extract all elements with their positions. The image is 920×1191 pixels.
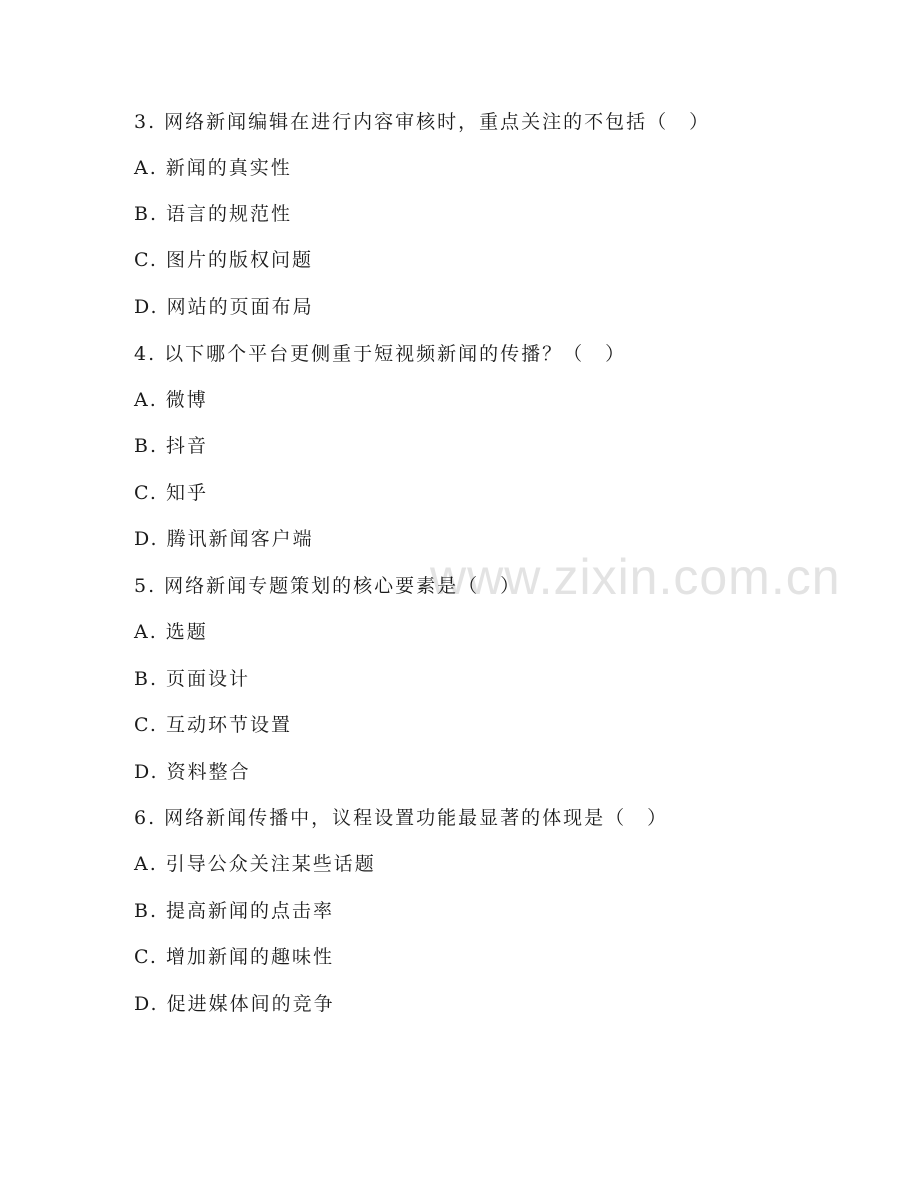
- question-3-option-c: C. 图片的版权问题: [134, 249, 313, 271]
- question-6-option-a: A. 引导公众关注某些话题: [134, 853, 376, 875]
- question-5-option-d: D. 资料整合: [134, 761, 251, 783]
- question-5-option-a: A. 选题: [134, 621, 208, 643]
- question-3-stem: 3. 网络新闻编辑在进行内容审核时，重点关注的不包括（ ）: [134, 111, 711, 133]
- question-5-stem: 5. 网络新闻专题策划的核心要素是（ ）: [134, 575, 522, 597]
- question-4-stem: 4. 以下哪个平台更侧重于短视频新闻的传播？（ ）: [134, 343, 627, 365]
- question-4-option-b: B. 抖音: [134, 435, 209, 457]
- question-6-option-d: D. 促进媒体间的竞争: [134, 993, 335, 1015]
- question-4-option-c: C. 知乎: [134, 482, 208, 504]
- question-4-option-d: D. 腾讯新闻客户端: [134, 528, 314, 550]
- question-3-option-d: D. 网站的页面布局: [134, 296, 314, 318]
- question-6-option-c: C. 增加新闻的趣味性: [134, 946, 334, 968]
- question-4-option-a: A. 微博: [134, 389, 208, 411]
- question-6-option-b: B. 提高新闻的点击率: [134, 900, 335, 922]
- question-3-option-a: A. 新闻的真实性: [134, 157, 292, 179]
- watermark: www.zixin.com.cn: [430, 549, 841, 605]
- question-6-stem: 6. 网络新闻传播中，议程设置功能最显著的体现是（ ）: [134, 807, 669, 829]
- question-3-option-b: B. 语言的规范性: [134, 203, 293, 225]
- question-5-option-c: C. 互动环节设置: [134, 714, 292, 736]
- question-5-option-b: B. 页面设计: [134, 668, 251, 690]
